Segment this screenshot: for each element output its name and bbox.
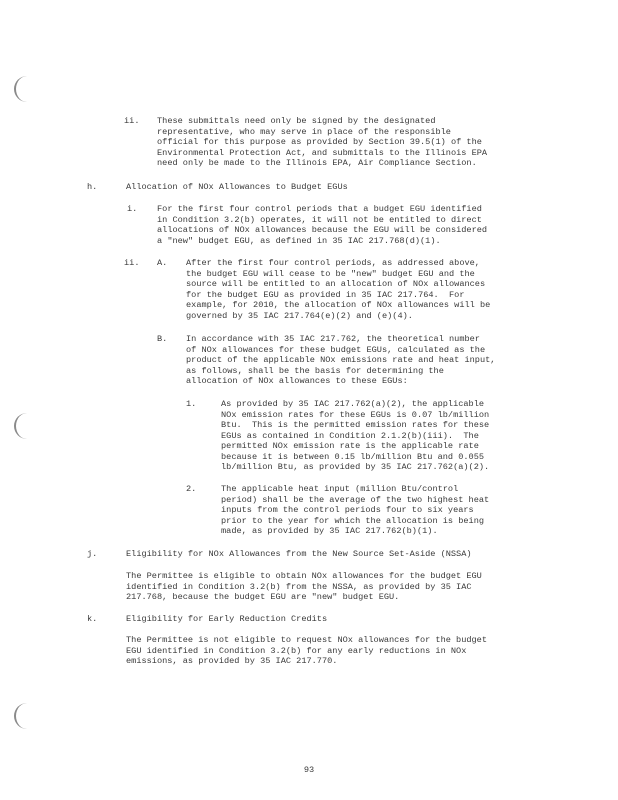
text-line: emissions, as provided by 35 IAC 217.770. <box>126 656 338 666</box>
paragraph-after-control-periods <box>186 258 490 321</box>
text-line: lb/million Btu, as provided by 35 IAC 217.762(a)(2). <box>221 462 490 472</box>
paragraph-theoretical-allowances <box>186 334 495 387</box>
item-marker: ii. <box>124 116 140 126</box>
text-line: 217.768, because the budget EGU are "new" budget EGU. <box>126 592 400 602</box>
text-line: After the first four control periods, as addressed above, <box>186 258 480 268</box>
section-marker: h. <box>87 182 98 192</box>
text-line: The applicable heat input (million Btu/control <box>221 484 459 494</box>
text-line: official for this purpose as provided by Section 39.5(1) of the <box>157 137 482 147</box>
page-number: 93 <box>303 765 315 775</box>
paragraph-first-control-periods <box>157 204 487 246</box>
text-line: For the first four control periods that a budget EGU identified <box>157 204 482 214</box>
section-heading: Eligibility for Early Reduction Credits <box>126 614 328 624</box>
text-line: The Permittee is eligible to obtain NOx allowances for the budget EGU <box>126 571 482 581</box>
paragraph-heat-input <box>221 484 489 537</box>
text-line: product of the applicable NOx emissions rate and heat input, <box>186 355 496 365</box>
text-line: inputs from the control periods four to six years <box>221 505 474 515</box>
text-line: governed by 35 IAC 217.764(e)(2) and (e)(4). <box>186 310 413 321</box>
text-line: in Condition 3.2(b) operates, it will not be entitled to direct <box>157 214 482 225</box>
binder-hole-mark <box>14 76 30 102</box>
subitem-marker: B. <box>157 334 168 344</box>
text-line: made, as provided by 35 IAC 217.762(b)(1). <box>221 526 438 536</box>
text-line: a "new" budget EGU, as defined in 35 IAC 217.768(d)(1). <box>157 235 441 246</box>
subitem-marker: 2. <box>186 484 197 494</box>
paragraph-nssa-eligibility <box>126 571 482 603</box>
text-line: The Permittee is not eligible to request NOx allowances for the budget <box>126 635 487 645</box>
text-line: prior to the year for which the allocation is being <box>221 515 485 526</box>
text-line: allocation of NOx allowances to these EGUs: <box>186 376 408 386</box>
subitem-marker: 1. <box>186 399 197 409</box>
section-marker: j. <box>87 549 98 559</box>
text-line: EGUs as contained in Condition 2.1.2(b)(iii). The <box>221 430 479 441</box>
text-line: source will be entitled to an allocation of NOx allowances <box>186 279 486 289</box>
text-line: representative, who may serve in place of the responsible <box>157 126 451 137</box>
text-line: In accordance with 35 IAC 217.762, the theoretical number <box>186 334 480 344</box>
text-line: NOx emission rates for these EGUs is 0.07 lb/million <box>221 409 490 420</box>
paragraph-early-reduction <box>126 635 487 667</box>
text-line: Environmental Protection Act, and submittals to the Illinois EPA <box>157 147 488 158</box>
section-heading: Allocation of NOx Allowances to Budget EGUs <box>126 182 348 192</box>
text-line: as follows, shall be the basis for determining the <box>186 365 444 376</box>
text-line: These submittals need only be signed by the designated <box>157 116 436 126</box>
section-heading: Eligibility for NOx Allowances from the New Source Set-Aside (NSSA) <box>126 549 472 559</box>
item-marker: ii. <box>124 258 140 268</box>
text-line: Btu. This is the permitted emission rates for these <box>221 420 490 430</box>
binder-hole-mark <box>14 413 30 439</box>
text-line: EGU identified in Condition 3.2(b) for any early reductions in NOx <box>126 645 467 656</box>
text-line: of NOx allowances for these budget EGUs, calculated as the <box>186 344 486 355</box>
binder-hole-mark <box>14 703 30 729</box>
text-line: permitted NOx emission rate is the applicable rate <box>221 441 479 451</box>
section-marker: k. <box>87 614 98 624</box>
text-line: period) shall be the average of the two highest heat <box>221 494 490 505</box>
text-line: need only be made to the Illinois EPA, Air Compliance Section. <box>157 158 477 168</box>
item-marker: i. <box>127 204 138 214</box>
text-line: example, for 2010, the allocation of NOx allowances will be <box>186 300 491 310</box>
paragraph-emission-rates <box>221 399 489 473</box>
text-line: the budget EGU will cease to be "new" budget EGU and the <box>186 268 475 279</box>
text-line: allocations of NOx allowances because the EGU will be considered <box>157 225 488 235</box>
text-line: for the budget EGU as provided in 35 IAC 217.764. For <box>186 289 465 300</box>
text-line: As provided by 35 IAC 217.762(a)(2), the applicable <box>221 399 485 409</box>
subitem-marker: A. <box>157 258 168 268</box>
paragraph-submittals <box>157 116 487 169</box>
text-line: identified in Condition 3.2(b) from the NSSA, as provided by 35 IAC <box>126 581 472 592</box>
text-line: because it is between 0.15 lb/million Btu and 0.055 <box>221 451 485 462</box>
